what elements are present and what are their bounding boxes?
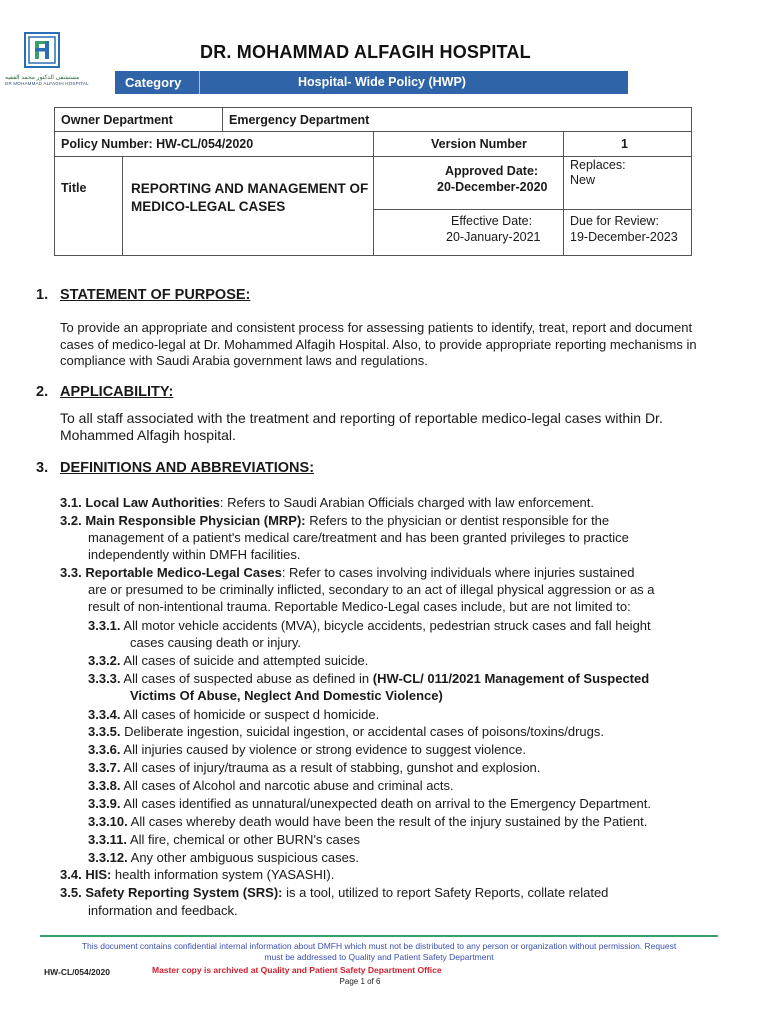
- hospital-logo: [24, 32, 60, 68]
- list-item: 3.3.6. All injuries caused by violence or strong evidence to suggest violence.: [88, 742, 526, 757]
- category-value: Hospital- Wide Policy (HWP): [298, 75, 466, 89]
- list-item: 3.3.1. All motor vehicle accidents (MVA), bicycle accidents, pedestrian struck cases and fall height: [88, 618, 651, 633]
- section-2-heading: [36, 384, 173, 400]
- list-item: 3.3.4. All cases of homicide or suspect d homicide.: [88, 707, 380, 722]
- policy-number: Policy Number: HW-CL/054/2020: [61, 137, 254, 151]
- section-number: 2.: [36, 384, 49, 400]
- footer-doc-number: HW-CL/054/2020: [44, 967, 110, 977]
- table-rule: [373, 132, 374, 256]
- definition-item: 3.2. Main Responsible Physician (MRP): Refers to the physician or dentist responsible for the: [60, 513, 610, 528]
- logo-english-text: DR MOHAMMAD ALFAGIH HOSPITAL: [5, 81, 89, 86]
- list-item: 3.3.2. All cases of suicide and attempted suicide.: [88, 653, 369, 668]
- footer-page-number: Page 1 of 6: [339, 977, 381, 986]
- section-3-heading: [36, 460, 314, 476]
- version-label: Version Number: [431, 137, 527, 151]
- list-item: 3.3.8. All cases of Alcohol and narcotic abuse and criminal acts.: [88, 778, 454, 793]
- policy-info-table: [54, 107, 692, 256]
- approved-value: 20-December-2020: [437, 180, 548, 194]
- section-title: STATEMENT OF PURPOSE:: [60, 287, 251, 303]
- owner-value: Emergency Department: [229, 113, 370, 127]
- section-title: APPLICABILITY:: [60, 384, 174, 400]
- list-item: 3.3.3. All cases of suspected abuse as defined in (HW-CL/ 011/2021 Management of Suspected: [88, 671, 650, 686]
- definition-item: 3.1. Local Law Authorities: Refers to Saudi Arabian Officials charged with law enforcement.: [60, 495, 594, 510]
- replaces-label: Replaces:: [570, 158, 626, 172]
- title-label: Title: [61, 181, 87, 195]
- logo-arabic-text: مستشفى الدكتور محمد الفقيه: [5, 75, 80, 81]
- approved-label: Approved Date:: [445, 164, 539, 178]
- hospital-name: DR. MOHAMMAD ALFAGIH HOSPITAL: [200, 42, 531, 62]
- logo-mark-icon: [26, 34, 58, 66]
- replaces-value: New: [570, 173, 596, 187]
- list-item: 3.3.10. All cases whereby death would have been the result of the injury sustained by the Patient.: [88, 814, 648, 829]
- section-title: DEFINITIONS AND ABBREVIATIONS:: [60, 460, 315, 476]
- definition-continuation: result of non-intentional trauma. Reportable Medico-Legal cases include, but are not limited to:: [88, 599, 631, 614]
- footer-confidential-notice: This document contains confidential internal information about DMFH which must not be distributed to any person or organization without permission. Request must be addressed to Quality and Patient Safety Department: [81, 941, 677, 962]
- category-label: Category: [125, 75, 182, 90]
- table-rule: [122, 156, 123, 256]
- list-item: 3.3.9. All cases identified as unnatural/unexpected death on arrival to the Emergency Department.: [88, 796, 651, 811]
- table-rule: [222, 108, 223, 132]
- effective-label: Effective Date:: [451, 214, 533, 228]
- definition-continuation: management of a patient's medical care/treatment and has been granted privileges to practice: [88, 530, 629, 545]
- definition-item: 3.4. HIS: health information system (YASASHI).: [60, 867, 335, 882]
- list-item: 3.3.11. All fire, chemical or other BURN's cases: [88, 832, 360, 847]
- section-2-text: To all staff associated with the treatment and reporting of reportable medico-legal cases within Dr. Mohammed Alfagih hospital.: [60, 410, 663, 443]
- category-divider: [199, 71, 200, 94]
- definition-continuation: are or presumed to be criminally inflicted, secondary to an act of illegal physical aggression or as a: [88, 582, 655, 597]
- policy-title-line1: REPORTING AND MANAGEMENT OF: [131, 181, 369, 196]
- section-number: 1.: [36, 287, 49, 303]
- review-label: Due for Review:: [570, 214, 659, 228]
- policy-title-line2: MEDICO-LEGAL CASES: [131, 199, 286, 214]
- list-item-continuation: Victims Of Abuse, Neglect And Domestic Violence): [130, 688, 443, 703]
- definition-continuation: information and feedback.: [88, 903, 238, 918]
- list-item: 3.3.7. All cases of injury/trauma as a result of stabbing, gunshot and explosion.: [88, 760, 541, 775]
- footer-master-copy: Master copy is archived at Quality and Patient Safety Department Office: [152, 965, 442, 975]
- footer-divider: [40, 935, 718, 937]
- section-1-heading: [36, 287, 250, 303]
- section-1-text: To provide an appropriate and consistent process for assessing patients to identify, treat, report and document cases of medico-legal at Dr. Mohammed Alfagih Hospital. Also, to provide appropriate reporting mechanisms in compliance with Saudi Arabia government laws and regulations.: [60, 320, 697, 368]
- effective-value: 20-January-2021: [446, 230, 541, 244]
- review-value: 19-December-2023: [570, 230, 678, 244]
- list-item: 3.3.5. Deliberate ingestion, suicidal ingestion, or accidental cases of poisons/toxins/drugs.: [88, 724, 604, 739]
- definition-item: 3.3. Reportable Medico-Legal Cases: Refer to cases involving individuals where injuries sustained: [60, 565, 635, 580]
- list-item: 3.3.12. Any other ambiguous suspicious cases.: [88, 850, 360, 865]
- table-rule: [563, 132, 564, 256]
- owner-label: Owner Department: [61, 113, 173, 127]
- section-number: 3.: [36, 460, 49, 476]
- list-item-continuation: cases causing death or injury.: [130, 635, 302, 650]
- definition-continuation: independently within DMFH facilities.: [88, 547, 301, 562]
- version-value: 1: [621, 137, 628, 151]
- definition-item: 3.5. Safety Reporting System (SRS): is a tool, utilized to report Safety Reports, collate related: [60, 885, 609, 900]
- category-bar: [115, 71, 628, 94]
- table-rule: [373, 209, 691, 210]
